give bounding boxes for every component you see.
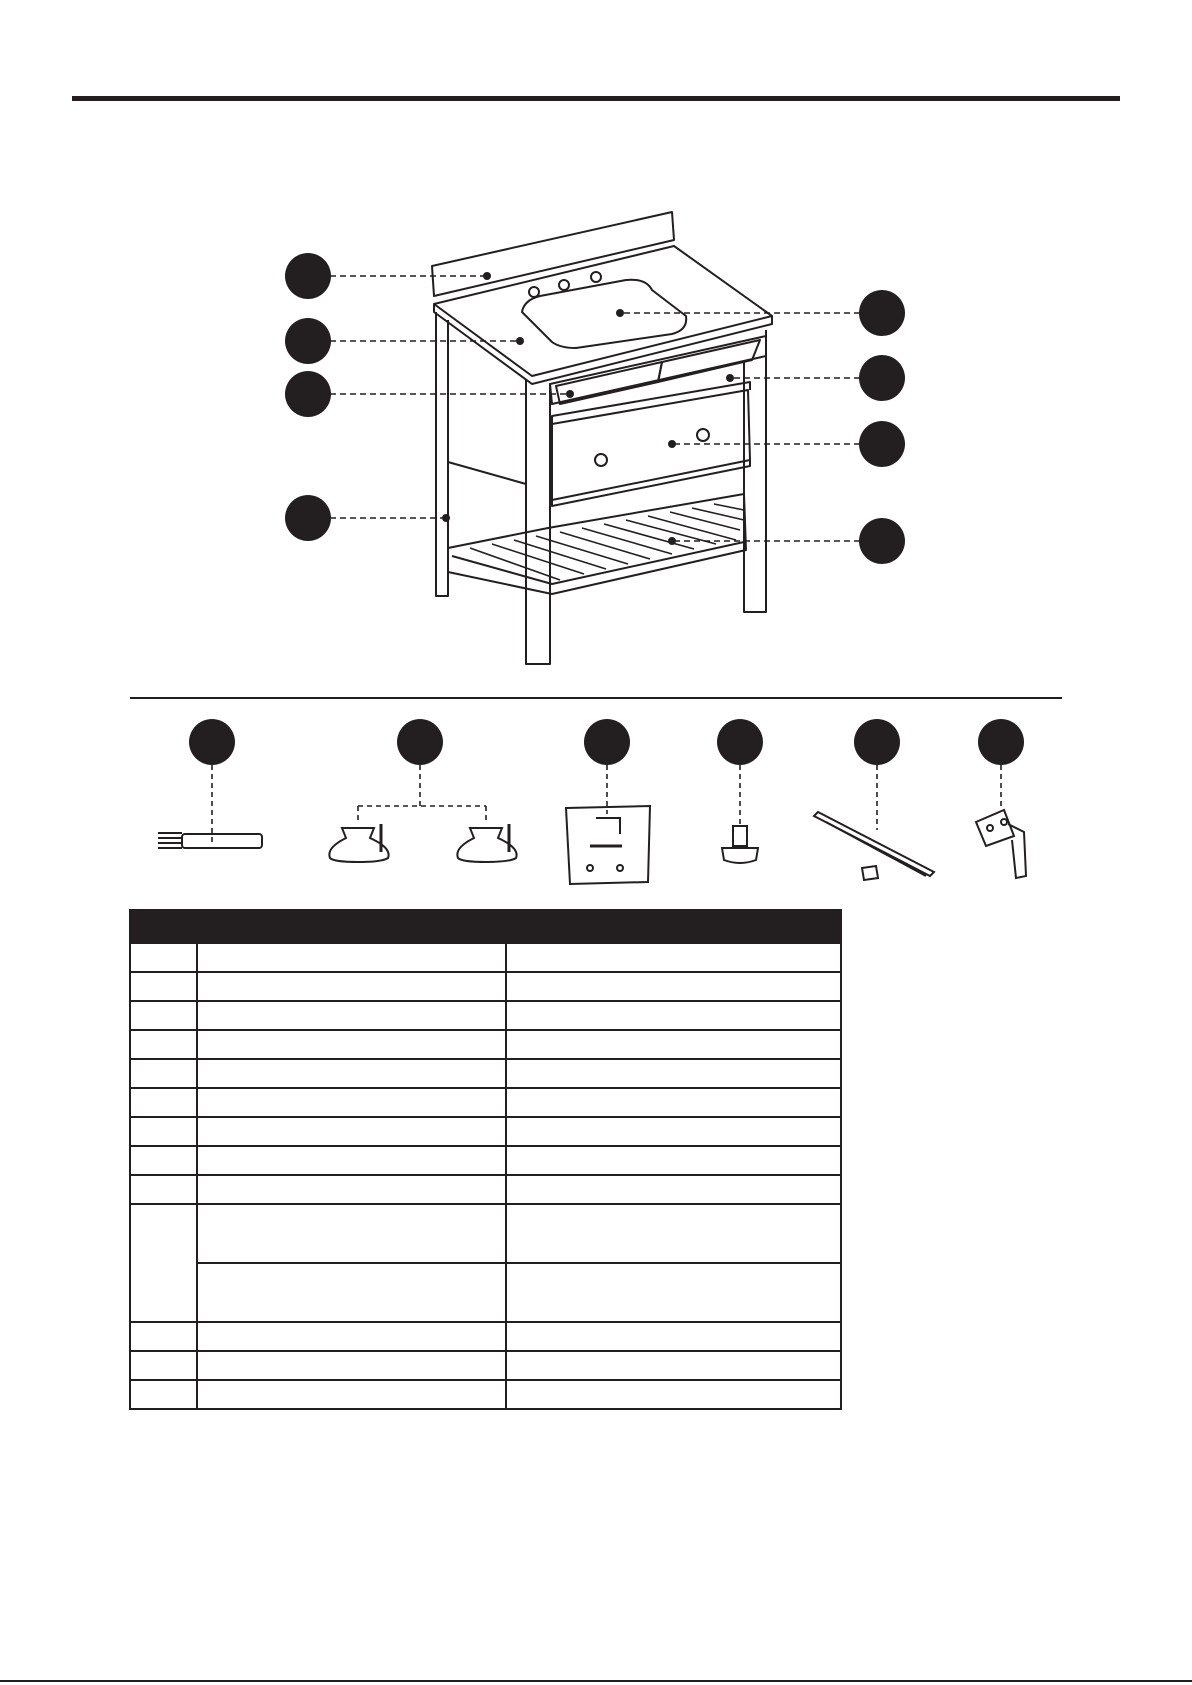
table-cell xyxy=(506,1059,841,1088)
leg-extension-icon xyxy=(158,833,262,848)
table-cell xyxy=(130,1146,197,1175)
header-description xyxy=(197,910,506,943)
side-panel xyxy=(448,320,526,484)
callout-circle xyxy=(285,253,331,299)
table-cell xyxy=(130,1380,197,1409)
table-cell xyxy=(506,1030,841,1059)
callout-circle xyxy=(854,719,900,765)
countertop xyxy=(434,246,772,376)
table-row xyxy=(130,1380,841,1409)
callout-circle xyxy=(285,495,331,541)
table-row xyxy=(130,972,841,1001)
table-cell xyxy=(130,1088,197,1117)
drawer-knob xyxy=(697,429,709,441)
hardware-bag-icon xyxy=(566,806,650,884)
table-row xyxy=(130,1001,841,1030)
callout-circle xyxy=(717,719,763,765)
callout-circle xyxy=(584,719,630,765)
table-row xyxy=(130,1088,841,1117)
table-cell xyxy=(506,1088,841,1117)
table-cell xyxy=(130,1322,197,1351)
sink-basin xyxy=(522,280,686,348)
shelf-front-edge xyxy=(452,542,744,584)
rear-left-leg xyxy=(436,312,448,596)
section-divider xyxy=(130,697,1062,699)
callout-circle xyxy=(859,421,905,467)
table-row xyxy=(130,1146,841,1175)
table-cell xyxy=(197,1001,506,1030)
table-cell xyxy=(197,1117,506,1146)
faucet-hole xyxy=(529,287,539,297)
table-cell xyxy=(197,1204,506,1263)
table-row xyxy=(130,1059,841,1088)
leveling-foot-icon xyxy=(722,826,758,863)
drawer-knob xyxy=(595,454,607,466)
footer-rule xyxy=(0,1680,1192,1682)
vanity-diagram xyxy=(0,0,1192,700)
table-cell xyxy=(130,943,197,972)
hinge-icon xyxy=(976,810,1026,878)
shelf-slats xyxy=(470,504,744,580)
table-cell xyxy=(130,1204,197,1322)
callout-circle xyxy=(397,719,443,765)
table-cell xyxy=(506,1146,841,1175)
drawer-top-edge xyxy=(552,382,750,424)
callout-circle xyxy=(859,355,905,401)
front-left-leg xyxy=(526,380,550,664)
drawer-slide-icon xyxy=(814,812,934,880)
table-row xyxy=(130,1322,841,1351)
knob-with-screw-icon xyxy=(329,824,516,862)
table-cell xyxy=(506,1322,841,1351)
table-cell xyxy=(197,972,506,1001)
table-cell xyxy=(130,1117,197,1146)
table-cell xyxy=(506,1117,841,1146)
table-cell xyxy=(130,1001,197,1030)
table-cell xyxy=(506,1380,841,1409)
table-cell xyxy=(506,1263,841,1322)
table-header-row xyxy=(130,910,841,943)
header-part xyxy=(130,910,197,943)
front-right-leg xyxy=(744,330,766,612)
table-cell xyxy=(197,1146,506,1175)
table-row xyxy=(130,943,841,972)
table-row xyxy=(130,1030,841,1059)
table-cell xyxy=(506,972,841,1001)
table-row xyxy=(130,1117,841,1146)
table-cell xyxy=(197,1351,506,1380)
table-cell xyxy=(130,1351,197,1380)
table-cell xyxy=(130,972,197,1001)
table-cell xyxy=(506,943,841,972)
table-row xyxy=(130,1351,841,1380)
table-cell xyxy=(130,1030,197,1059)
table-cell xyxy=(197,1322,506,1351)
callout-circle xyxy=(285,371,331,417)
table-row xyxy=(130,1175,841,1204)
table-cell xyxy=(506,1351,841,1380)
table-cell xyxy=(506,1001,841,1030)
callout-circle xyxy=(978,719,1024,765)
table-cell xyxy=(197,943,506,972)
table-cell xyxy=(506,1175,841,1204)
callout-circle xyxy=(859,518,905,564)
table-cell xyxy=(197,1088,506,1117)
table-cell xyxy=(197,1030,506,1059)
callout-circle xyxy=(285,318,331,364)
callout-circle xyxy=(859,290,905,336)
table-cell xyxy=(197,1263,506,1322)
table-cell xyxy=(197,1175,506,1204)
table-row xyxy=(130,1204,841,1263)
header-quantity xyxy=(506,910,841,943)
parts-list-table xyxy=(129,909,842,1410)
table-row xyxy=(130,1263,841,1322)
table-cell xyxy=(197,1059,506,1088)
drawer-front xyxy=(552,390,750,500)
faucet-hole xyxy=(591,272,601,282)
table-cell xyxy=(130,1059,197,1088)
table-cell xyxy=(506,1204,841,1263)
hardware-diagram xyxy=(0,700,1192,900)
table-cell xyxy=(130,1175,197,1204)
table-cell xyxy=(197,1380,506,1409)
callout-circle xyxy=(189,719,235,765)
faucet-hole xyxy=(559,280,569,290)
